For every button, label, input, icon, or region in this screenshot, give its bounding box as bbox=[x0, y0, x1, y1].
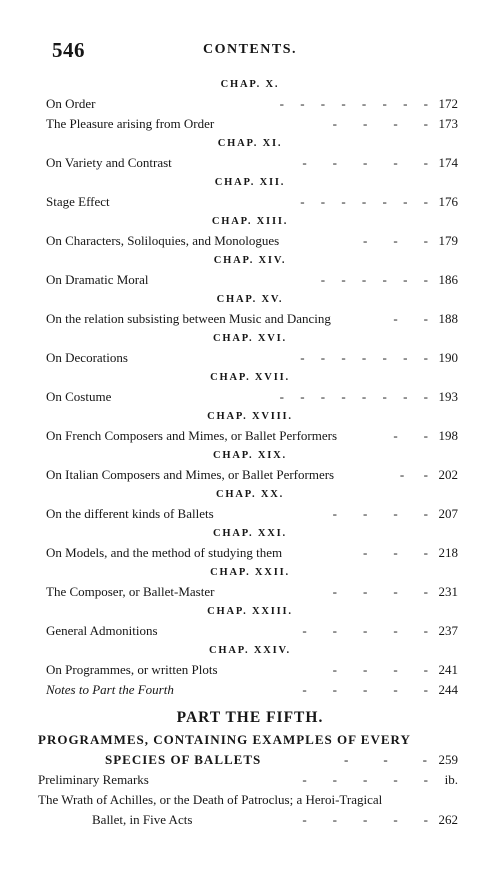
entry-leader: - - - - - - - - bbox=[279, 96, 428, 111]
contents-entry bbox=[0, 465, 500, 485]
entry-page-number: 262 bbox=[438, 812, 458, 827]
entry-title: On the relation subsisting between Music and Dancing bbox=[46, 311, 331, 326]
entry-title: On Italian Composers and Mimes, or Ballet Performers bbox=[46, 467, 335, 482]
entry-leader: - - - - bbox=[332, 662, 428, 677]
entry-title: General Admonitions bbox=[46, 623, 158, 638]
entry-page-number: 176 bbox=[438, 194, 458, 209]
entry-page-number: 179 bbox=[438, 233, 458, 248]
entry-page-number: 172 bbox=[438, 96, 458, 111]
entry-leader: - - - - - - bbox=[320, 272, 428, 287]
entry-leader: - - - - - - - bbox=[300, 350, 428, 365]
entry-leader: - - - bbox=[363, 545, 428, 560]
entry-leader: - - bbox=[393, 311, 428, 326]
entry-title: On Dramatic Moral bbox=[46, 272, 149, 287]
entry-leader: - - - - - - - bbox=[300, 194, 428, 209]
chapter-heading: CHAP. XXIV. bbox=[209, 645, 291, 656]
part-subheading-line2 bbox=[0, 750, 500, 770]
entry-page-number: 237 bbox=[438, 623, 458, 638]
part-heading: PART THE FIFTH. bbox=[176, 709, 324, 726]
entry-leader: - - - - - bbox=[302, 772, 428, 787]
chapter-heading: CHAP. XVIII. bbox=[207, 411, 293, 422]
entry-title: On Decorations bbox=[46, 350, 128, 365]
entry-page-number: 198 bbox=[438, 428, 458, 443]
entry-title: On Characters, Soliloquies, and Monologues bbox=[46, 233, 280, 248]
chapter-heading: CHAP. XVI. bbox=[213, 333, 287, 344]
entry-title: The Pleasure arising from Order bbox=[46, 116, 215, 131]
contents-entry bbox=[0, 426, 500, 446]
running-head: CONTENTS. bbox=[202, 42, 298, 57]
contents-entry bbox=[0, 192, 500, 212]
entry-title: Preliminary Remarks bbox=[38, 772, 149, 787]
contents-entry bbox=[0, 621, 500, 641]
entry-leader: - - - - bbox=[332, 584, 428, 599]
entry-page-number: ib. bbox=[444, 772, 458, 787]
entry-title: Notes to Part the Fourth bbox=[46, 682, 174, 697]
entry-page-number: 218 bbox=[438, 545, 458, 560]
entry-title: Ballet, in Five Acts bbox=[92, 812, 193, 827]
contents-entry bbox=[0, 582, 500, 602]
entry-title: On French Composers and Mimes, or Ballet Performers bbox=[46, 428, 338, 443]
contents-entry bbox=[0, 810, 500, 830]
chapter-heading: CHAP. XXI. bbox=[213, 528, 287, 539]
entry-page-number: 202 bbox=[438, 467, 458, 482]
chapter-heading: CHAP. XI. bbox=[217, 138, 283, 149]
page-header bbox=[0, 38, 500, 60]
subheading-text: PROGRAMMES, CONTAINING EXAMPLES OF EVERY bbox=[38, 732, 411, 747]
contents-entry bbox=[0, 680, 500, 700]
page-number: 546 bbox=[52, 38, 85, 62]
contents-entry bbox=[0, 348, 500, 368]
chapter-heading: CHAP. XV. bbox=[216, 294, 284, 305]
contents-list bbox=[0, 75, 500, 830]
entry-leader: - - - - - bbox=[302, 155, 428, 170]
entry-leader: - - bbox=[399, 467, 428, 482]
entry-page-number: 190 bbox=[438, 350, 458, 365]
entry-leader: - - bbox=[393, 428, 428, 443]
entry-leader: - - - - - bbox=[302, 682, 428, 697]
entry-leader: - - - bbox=[363, 233, 428, 248]
entry-leader: - - - - - - - - bbox=[279, 389, 428, 404]
entry-leader: - - - bbox=[344, 752, 428, 767]
contents-entry bbox=[0, 309, 500, 329]
chapter-heading: CHAP. XX. bbox=[215, 489, 285, 500]
entry-title: On Models, and the method of studying them bbox=[46, 545, 283, 560]
chapter-heading: CHAP. X. bbox=[220, 79, 280, 90]
entry-page-number: 193 bbox=[438, 389, 458, 404]
contents-entry bbox=[0, 270, 500, 290]
contents-entry bbox=[0, 504, 500, 524]
chapter-heading: CHAP. XVII. bbox=[210, 372, 290, 383]
part-subheading-line1 bbox=[0, 730, 500, 750]
entry-title: On Order bbox=[46, 96, 96, 111]
contents-entry bbox=[0, 660, 500, 680]
chapter-heading: CHAP. XII. bbox=[214, 177, 286, 188]
chapter-heading: CHAP. XIII. bbox=[211, 216, 289, 227]
chapter-heading: CHAP. XIX. bbox=[213, 450, 287, 461]
chapter-heading: CHAP. XXII. bbox=[210, 567, 290, 578]
entry-title: On Costume bbox=[46, 389, 112, 404]
entry-page-number: 173 bbox=[438, 116, 458, 131]
entry-leader: - - - - bbox=[332, 116, 428, 131]
entry-page-number: 188 bbox=[438, 311, 458, 326]
entry-title: On Variety and Contrast bbox=[46, 155, 172, 170]
contents-entry bbox=[0, 114, 500, 134]
entry-page-number: 259 bbox=[438, 752, 458, 767]
contents-entry bbox=[0, 387, 500, 407]
contents-entry bbox=[0, 94, 500, 114]
entry-page-number: 174 bbox=[438, 155, 458, 170]
entry-title: The Wrath of Achilles, or the Death of Patroclus; a Heroi-Tragical bbox=[38, 792, 383, 807]
contents-entry bbox=[0, 231, 500, 251]
entry-title: On the different kinds of Ballets bbox=[46, 506, 214, 521]
chapter-heading: CHAP. XXIII. bbox=[207, 606, 293, 617]
contents-entry bbox=[0, 790, 500, 810]
entry-leader: - - - - - bbox=[302, 812, 428, 827]
entry-title: On Programmes, or written Plots bbox=[46, 662, 218, 677]
entry-page-number: 186 bbox=[438, 272, 458, 287]
contents-entry bbox=[0, 770, 500, 790]
contents-entry bbox=[0, 543, 500, 563]
entry-leader: - - - - bbox=[332, 506, 428, 521]
entry-page-number: 244 bbox=[438, 682, 458, 697]
entry-page-number: 207 bbox=[438, 506, 458, 521]
entry-page-number: 241 bbox=[438, 662, 458, 677]
entry-title: The Composer, or Ballet-Master bbox=[46, 584, 215, 599]
entry-title: Stage Effect bbox=[46, 194, 110, 209]
contents-entry bbox=[0, 153, 500, 173]
chapter-heading: CHAP. XIV. bbox=[213, 255, 287, 266]
subheading-text: SPECIES OF BALLETS bbox=[105, 752, 262, 767]
entry-leader: - - - - - bbox=[302, 623, 428, 638]
entry-page-number: 231 bbox=[438, 584, 458, 599]
